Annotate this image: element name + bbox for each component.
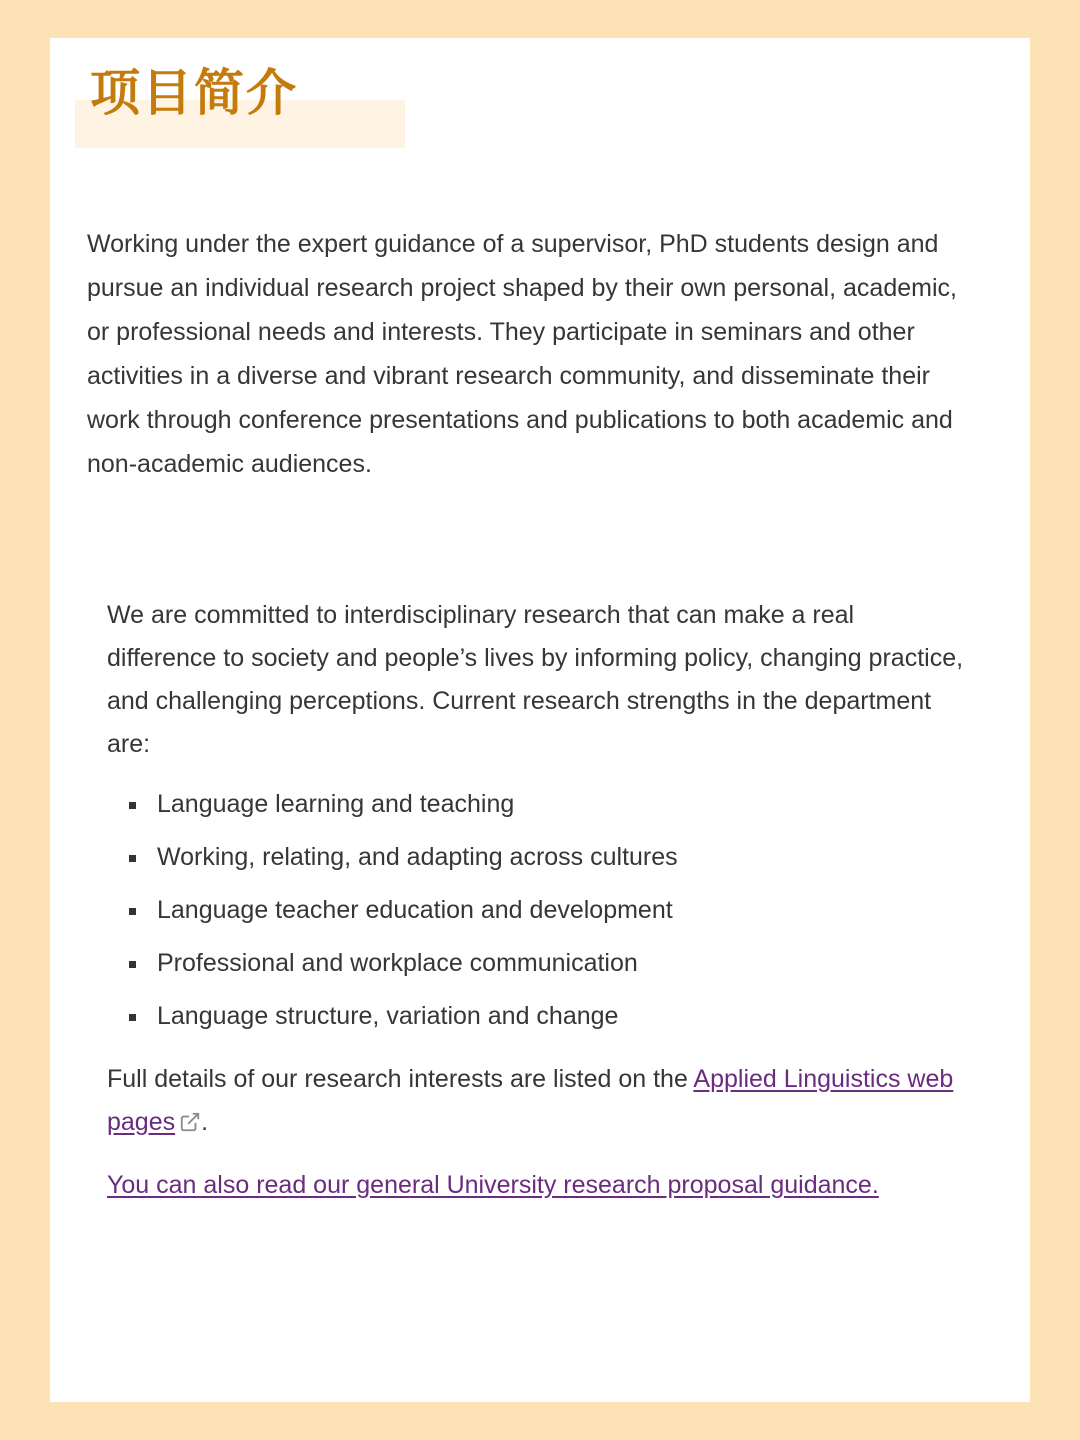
bullet-icon [129,961,136,968]
list-item-label: Working, relating, and adapting across cultures [157,843,678,871]
research-strengths-list [107,778,967,1043]
page-title: 项目简介 [90,64,298,122]
guidance-paragraph [107,1163,967,1207]
list-item [107,990,967,1043]
list-item-label: Professional and workplace communication [157,949,638,977]
list-item-label: Language teacher education and development [157,896,673,924]
external-link-icon [179,1111,201,1133]
details-paragraph [107,1058,967,1144]
applied-linguistics-link-label: Applied Linguistics web pages [107,1065,954,1136]
research-proposal-guidance-link[interactable]: You can also read our general University research proposal guidance. [107,1171,879,1199]
bullet-icon [129,908,136,915]
list-item [107,937,967,990]
details-prefix: Full details of our research interests are listed on the [107,1065,694,1093]
content-card [50,38,1030,1402]
research-paragraph: We are committed to interdisciplinary research that can make a real difference to society and people’s lives by informing policy, changing practice, and challenging perceptions. Current research strengths in the department are: [107,601,964,758]
list-item [107,884,967,937]
details-suffix: . [201,1108,209,1136]
list-item [107,778,967,831]
bullet-icon [129,802,136,809]
list-item [107,831,967,884]
bullet-icon [129,1014,136,1021]
list-item-label: Language structure, variation and change [157,1002,619,1030]
bullet-icon [129,855,136,862]
list-item-label: Language learning and teaching [157,790,515,818]
intro-paragraph: Working under the expert guidance of a supervisor, PhD students design and pursue an individual research project shaped by their own personal, academic, or professional needs and interests. They participate in seminars and other activities in a diverse and vibrant research community, and disseminate their work through conference presentations and publications to both academic and non-academic audiences. [87,230,957,478]
